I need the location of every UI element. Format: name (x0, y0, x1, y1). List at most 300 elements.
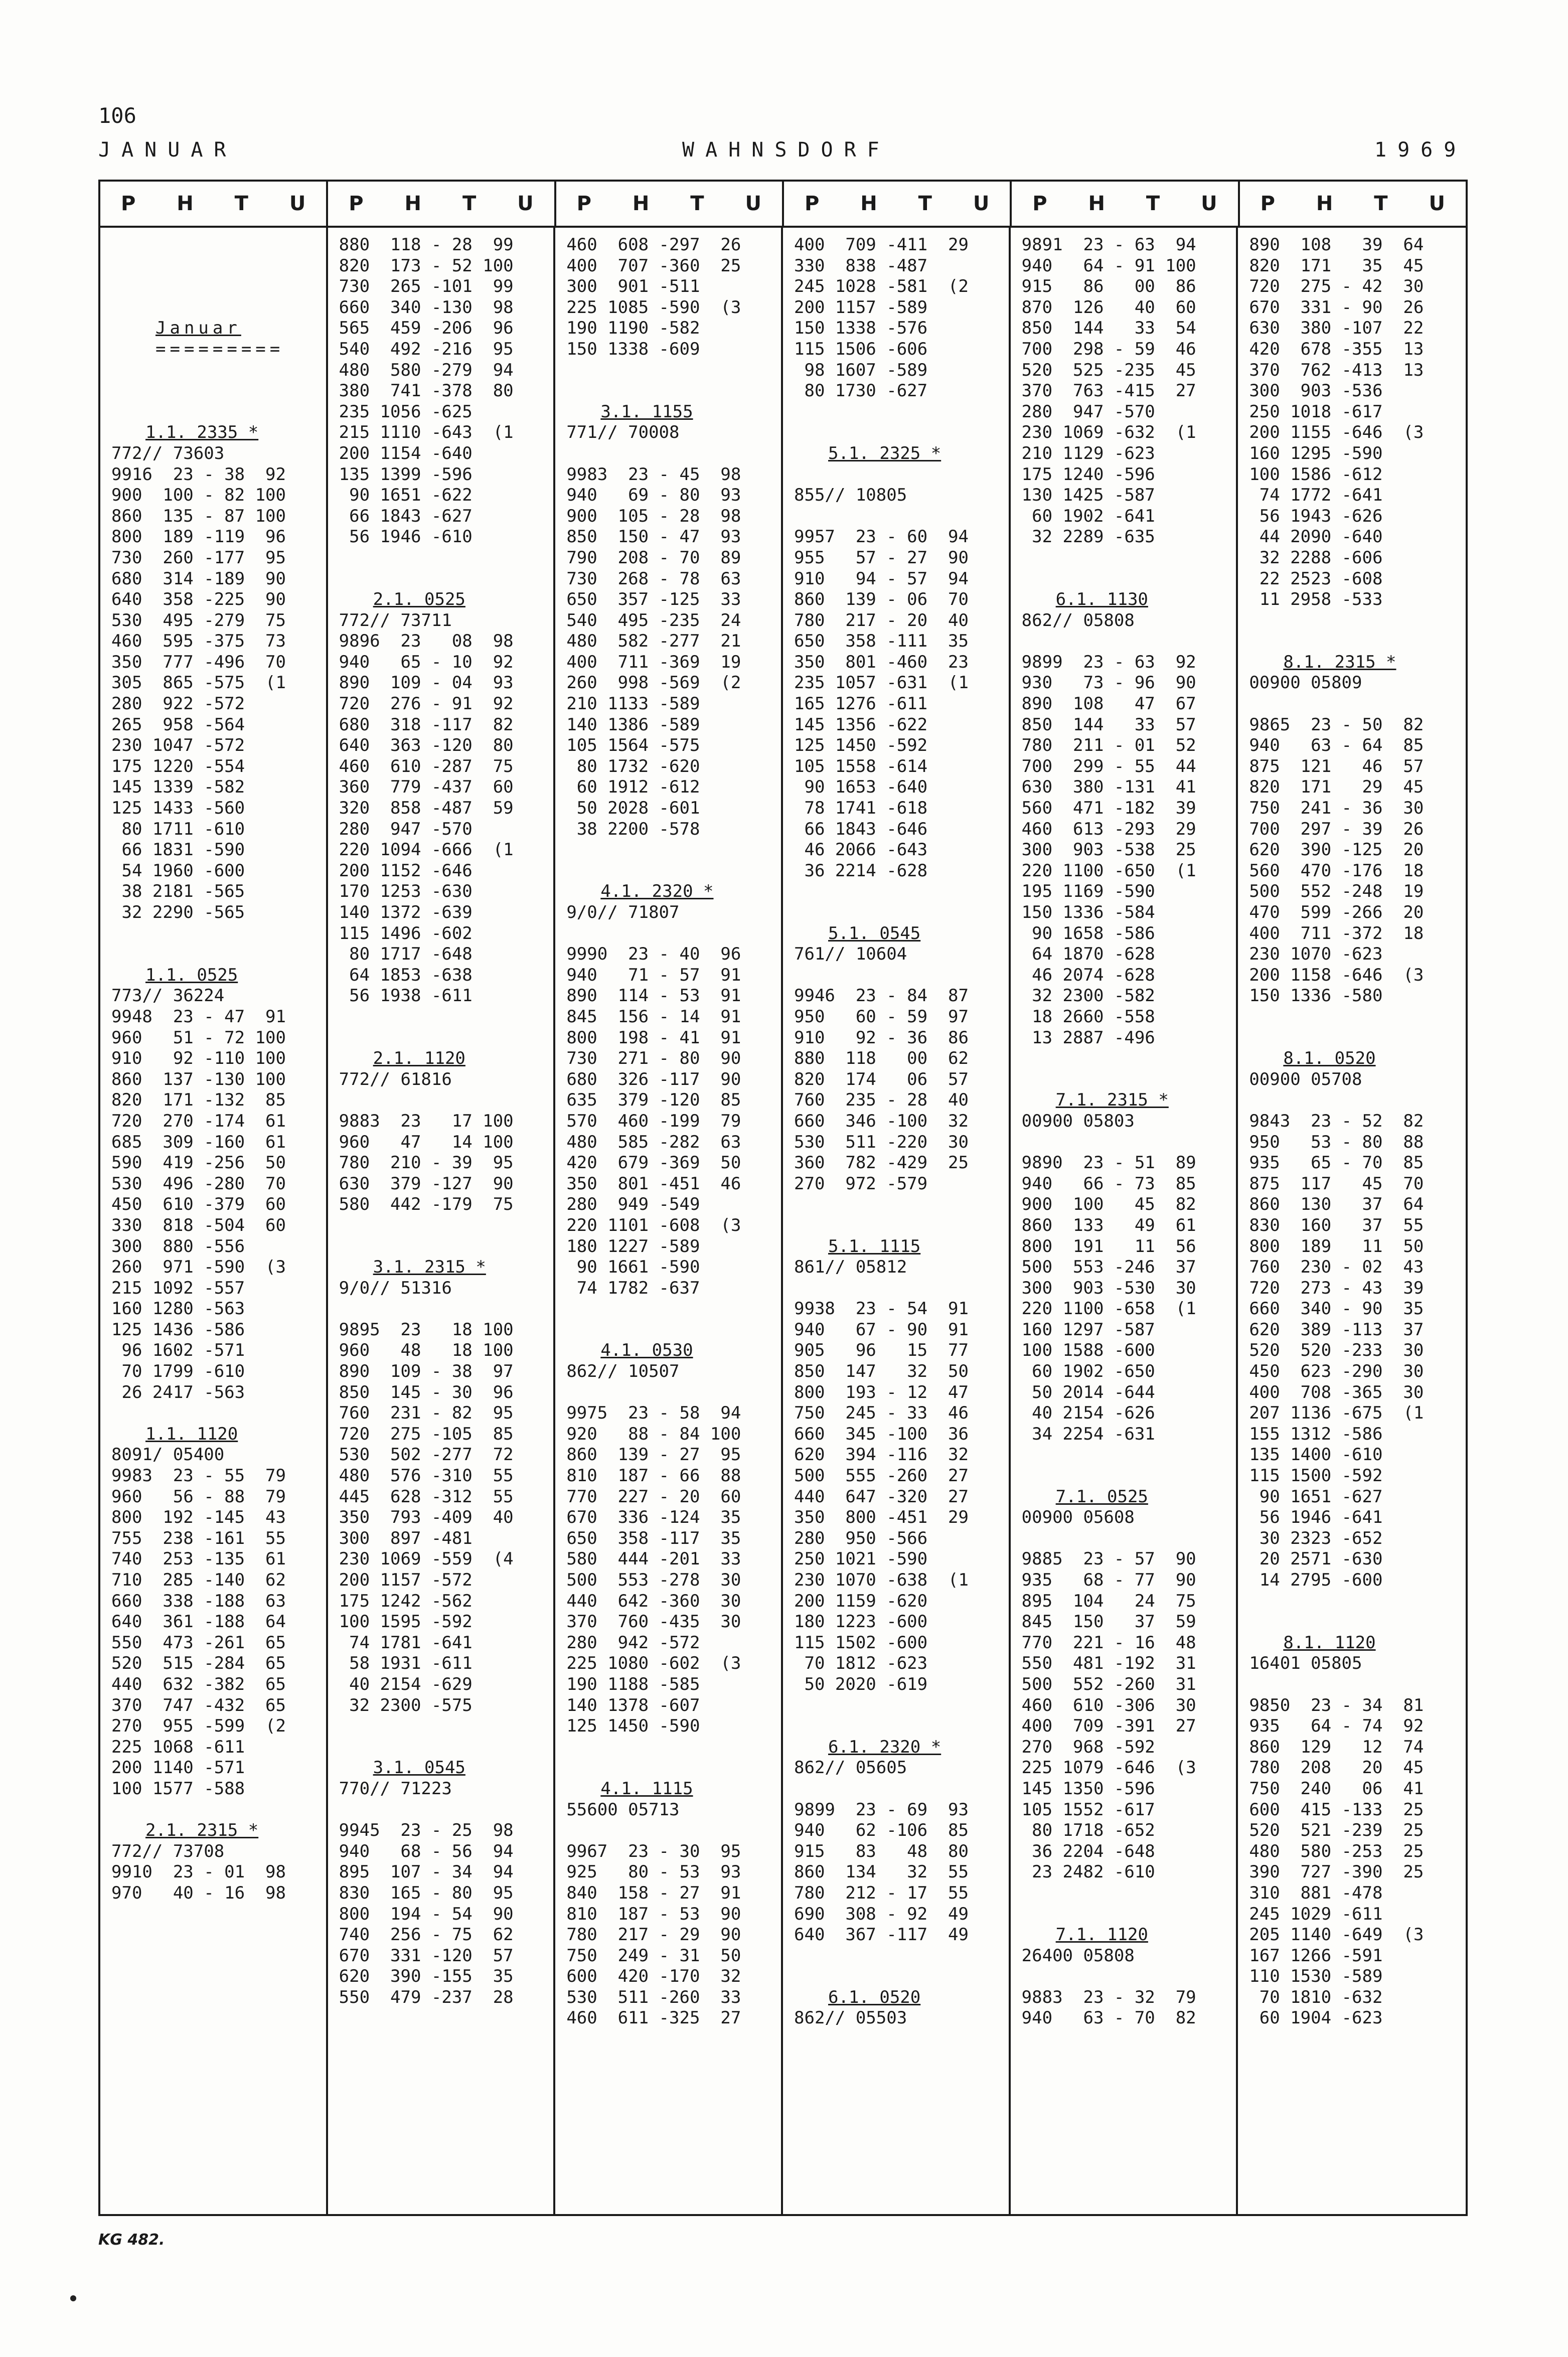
data-row: 350 801 -460 23 (794, 652, 969, 672)
column-header-letter: U (1429, 192, 1445, 215)
data-row: 740 253 -135 61 (111, 1549, 286, 1569)
data-row: 772// 73603 (111, 443, 225, 463)
year-header: 1969 (1374, 138, 1467, 162)
data-row: 400 708 -365 30 (1249, 1382, 1424, 1402)
sounding-title: 3.1. 2315 * (373, 1257, 486, 1278)
data-row (100, 923, 326, 945)
data-row: 270 968 -592 (1021, 1737, 1155, 1757)
data-row: 250 1018 -617 (1249, 401, 1383, 422)
data-row: 330 838 -487 (794, 255, 928, 276)
data-row: 280 949 -549 (566, 1194, 700, 1215)
data-row: 761// 10604 (794, 944, 907, 965)
data-row: 380 741 -378 80 (339, 381, 514, 401)
data-row: 680 314 -189 90 (111, 568, 286, 589)
data-row: 480 582 -277 21 (566, 631, 741, 652)
month-title: Januar (155, 318, 241, 339)
data-row: 200 1157 -589 (794, 297, 928, 318)
data-row: 480 585 -282 63 (566, 1132, 741, 1152)
data-row: 820 174 06 57 (794, 1069, 969, 1089)
data-row: 190 1190 -582 (566, 318, 700, 339)
data-row: 280 947 -570 (339, 819, 473, 839)
data-row: 900 100 - 82 100 (111, 485, 286, 506)
column-header-letter: P (349, 192, 364, 215)
data-row: 630 380 -107 22 (1249, 318, 1424, 339)
data-row: 74 1782 -637 (566, 1278, 700, 1298)
data-row: 940 63 - 70 82 (1021, 2008, 1196, 2028)
data-row: 690 308 - 92 49 (794, 1904, 969, 1924)
data-row: 640 358 -225 90 (111, 589, 286, 610)
data-row: 940 69 - 80 93 (566, 485, 741, 506)
data-row: 250 1021 -590 (794, 1549, 928, 1569)
data-row: 105 1558 -614 (794, 756, 928, 776)
data-row: 400 709 -391 27 (1021, 1716, 1196, 1737)
data-row: 280 950 -566 (794, 1528, 928, 1548)
data-column-5 (1011, 228, 1238, 2214)
column-header-3 (556, 182, 784, 226)
data-row (1238, 631, 1466, 652)
data-row (1011, 631, 1236, 652)
data-row: 862// 05503 (794, 2008, 907, 2028)
data-row: 530 496 -280 70 (111, 1173, 286, 1194)
data-row: 700 299 - 55 44 (1021, 756, 1196, 776)
column-header-letter: P (1032, 192, 1047, 215)
column-headers (100, 182, 1466, 228)
data-row (1011, 1069, 1236, 1090)
data-row: 180 1227 -589 (566, 1236, 700, 1256)
data-row: 40 2154 -629 (339, 1674, 473, 1694)
data-row: 300 901 -511 (566, 276, 700, 297)
data-row: 860 129 12 74 (1249, 1737, 1424, 1757)
data-row (555, 1758, 781, 1779)
data-row (1011, 1466, 1236, 1487)
data-row (783, 902, 1009, 923)
data-row: 480 580 -253 25 (1249, 1841, 1424, 1861)
page-number: 106 (98, 103, 136, 128)
data-row: 280 947 -570 (1021, 401, 1155, 422)
data-row: 730 265 -101 99 (339, 276, 514, 297)
data-row: 00900 05708 (1249, 1069, 1362, 1089)
data-row: 915 83 48 80 (794, 1841, 969, 1861)
data-row (1238, 1090, 1466, 1111)
data-row: 800 193 - 12 47 (794, 1382, 969, 1402)
data-row: 685 309 -160 61 (111, 1132, 286, 1152)
data-row: 660 345 -100 36 (794, 1424, 969, 1444)
data-row: 800 189 -119 96 (111, 527, 286, 547)
data-row: 90 1651 -622 (339, 485, 473, 506)
data-row: 730 271 - 80 90 (566, 1048, 741, 1069)
data-row: 940 63 - 64 85 (1249, 735, 1424, 756)
data-row: 350 777 -496 70 (111, 652, 286, 672)
data-row: 540 492 -216 95 (339, 339, 514, 359)
column-header-2 (328, 182, 556, 226)
data-row: 845 150 37 59 (1021, 1612, 1196, 1632)
data-row (328, 1737, 554, 1758)
data-row: 935 65 - 70 85 (1249, 1153, 1424, 1173)
data-row: 500 553 -278 30 (566, 1570, 741, 1590)
data-row: 930 73 - 96 90 (1021, 673, 1196, 693)
sounding-title: 3.1. 0545 (373, 1758, 465, 1778)
data-row: 230 1047 -572 (111, 735, 245, 756)
data-row (783, 1716, 1009, 1737)
data-row: 880 118 00 62 (794, 1048, 969, 1069)
data-row: 710 285 -140 62 (111, 1570, 286, 1590)
data-row: 520 520 -233 30 (1249, 1340, 1424, 1361)
data-row: 150 1336 -584 (1021, 902, 1155, 922)
data-row: 330 818 -504 60 (111, 1215, 286, 1235)
data-row: 50 2028 -601 (566, 798, 700, 819)
data-row: 23 2482 -610 (1021, 1862, 1155, 1882)
sounding-title: 8.1. 0520 (1283, 1048, 1376, 1069)
data-row: 565 459 -206 96 (339, 318, 514, 339)
column-header-1 (100, 182, 328, 226)
data-row: 660 340 -130 98 (339, 297, 514, 318)
data-row: 8091/ 05400 (111, 1445, 225, 1465)
data-row: 260 971 -590 (3 (111, 1257, 286, 1278)
data-row (555, 360, 781, 381)
data-row: 800 189 11 50 (1249, 1236, 1424, 1256)
data-row: 125 1450 -590 (566, 1716, 700, 1737)
data-row: 135 1400 -610 (1249, 1445, 1383, 1465)
sounding-title: 4.1. 1115 (600, 1778, 693, 1799)
data-row: 862// 05808 (1021, 610, 1135, 631)
data-row: 140 1372 -639 (339, 902, 473, 922)
data-row: 90 1661 -590 (566, 1257, 700, 1278)
data-row: 660 346 -100 32 (794, 1111, 969, 1131)
data-row (328, 1028, 554, 1049)
data-column-2 (328, 228, 556, 2214)
data-row: 9850 23 - 34 81 (1249, 1695, 1424, 1715)
data-row: 210 1129 -623 (1021, 443, 1155, 463)
data-row: 840 158 - 27 91 (566, 1882, 741, 1903)
data-row: 560 471 -182 39 (1021, 798, 1196, 819)
data-row: 220 1100 -650 (1 (1021, 860, 1196, 881)
data-row: 935 64 - 74 92 (1249, 1716, 1424, 1737)
data-row: 390 727 -390 25 (1249, 1862, 1424, 1882)
data-row: 9883 23 - 32 79 (1021, 1987, 1196, 2007)
data-row: 560 470 -176 18 (1249, 860, 1424, 881)
data-row: 145 1350 -596 (1021, 1778, 1155, 1799)
data-row: 460 608 -297 26 (566, 235, 741, 255)
data-row: 66 1843 -627 (339, 506, 473, 526)
sounding-title: 3.1. 1155 (600, 401, 693, 422)
data-row: 820 171 35 45 (1249, 255, 1424, 276)
column-header-letter: P (1260, 192, 1275, 215)
column-header-letter: T (690, 192, 704, 215)
data-row: 900 105 - 28 98 (566, 506, 741, 526)
data-row: 720 275 - 42 30 (1249, 276, 1424, 297)
data-row: 770// 71223 (339, 1778, 452, 1799)
data-row: 680 326 -117 90 (566, 1069, 741, 1089)
sounding-table (98, 180, 1468, 2216)
data-row: 350 793 -409 40 (339, 1507, 514, 1528)
data-row: 640 363 -120 80 (339, 735, 514, 756)
data-row (1238, 1591, 1466, 1612)
data-row: 370 760 -435 30 (566, 1612, 741, 1632)
data-row: 850 150 - 47 93 (566, 527, 741, 547)
data-row: 550 479 -237 28 (339, 1987, 514, 2007)
sounding-title: 1.1. 1120 (145, 1424, 238, 1444)
data-row: 9891 23 - 63 94 (1021, 235, 1196, 255)
data-row: 862// 10507 (566, 1361, 680, 1382)
data-row: 800 194 - 54 90 (339, 1904, 514, 1924)
sounding-title: 5.1. 0545 (828, 923, 921, 944)
data-row: 9899 23 - 69 93 (794, 1799, 969, 1820)
data-row (555, 1382, 781, 1403)
data-row (100, 276, 326, 297)
data-row: 800 191 11 56 (1021, 1236, 1196, 1256)
data-row: 720 270 -174 61 (111, 1111, 286, 1131)
data-row: 860 133 49 61 (1021, 1215, 1196, 1235)
column-header-letter: P (576, 192, 591, 215)
data-row: 470 599 -266 20 (1249, 902, 1424, 922)
data-row: 150 1338 -609 (566, 339, 700, 359)
data-row: 9910 23 - 01 98 (111, 1862, 286, 1882)
data-row: 36 2214 -628 (794, 860, 928, 881)
data-row: 830 160 37 55 (1249, 1215, 1424, 1235)
data-row: 80 1711 -610 (111, 819, 245, 839)
data-row: 660 338 -188 63 (111, 1591, 286, 1611)
data-row: 890 108 39 64 (1249, 235, 1424, 255)
data-row (328, 1299, 554, 1320)
sounding-title: 7.1. 0525 (1055, 1486, 1148, 1507)
data-row: 960 47 14 100 (339, 1132, 514, 1152)
sounding-title: 6.1. 2320 * (828, 1737, 942, 1757)
data-row: 955 57 - 27 90 (794, 547, 969, 568)
sounding-title: 7.1. 2315 * (1055, 1090, 1169, 1111)
column-header-letter: P (120, 192, 136, 215)
data-row: 9896 23 08 98 (339, 631, 514, 652)
data-row: 56 1946 -610 (339, 527, 473, 547)
data-row: 64 1853 -638 (339, 965, 473, 985)
data-row: 960 51 - 72 100 (111, 1027, 286, 1048)
data-row: 445 628 -312 55 (339, 1486, 514, 1507)
data-row: 400 711 -369 19 (566, 652, 741, 672)
data-row: 600 415 -133 25 (1249, 1799, 1424, 1820)
data-row: 90 1653 -640 (794, 777, 928, 798)
data-row: 400 707 -360 25 (566, 255, 741, 276)
data-row: 700 298 - 59 46 (1021, 339, 1196, 359)
data-row (555, 1820, 781, 1841)
data-row: 720 276 - 91 92 (339, 694, 514, 714)
data-row: 9916 23 - 38 92 (111, 464, 286, 485)
data-row: 370 747 -432 65 (111, 1695, 286, 1715)
data-row: 940 71 - 57 91 (566, 965, 741, 985)
column-header-letter: U (745, 192, 761, 215)
data-row: 11 2958 -533 (1249, 589, 1383, 610)
data-row: 905 96 15 77 (794, 1340, 969, 1361)
column-header-6 (1240, 182, 1466, 226)
data-row: 9/0// 71807 (566, 902, 680, 922)
data-row: 9865 23 - 50 82 (1249, 714, 1424, 735)
data-row: 590 419 -256 50 (111, 1153, 286, 1173)
data-row: 14 2795 -600 (1249, 1570, 1383, 1590)
data-row: 90 1658 -586 (1021, 923, 1155, 944)
data-row: 910 94 - 57 94 (794, 568, 969, 589)
data-row: 175 1220 -554 (111, 756, 245, 776)
data-row: 810 187 - 66 88 (566, 1466, 741, 1486)
data-row: 650 358 -117 35 (566, 1528, 741, 1548)
data-row (100, 256, 326, 277)
data-row: 480 580 -279 94 (339, 360, 514, 380)
data-row: 915 86 00 86 (1021, 276, 1196, 297)
data-row: 300 897 -481 (339, 1528, 473, 1548)
data-row: 500 553 -246 37 (1021, 1257, 1196, 1278)
data-row: 300 880 -556 (111, 1236, 245, 1256)
data-row: 650 357 -125 33 (566, 589, 741, 610)
data-row: 620 394 -116 32 (794, 1445, 969, 1465)
data-row (328, 1236, 554, 1258)
data-row: 46 2074 -628 (1021, 965, 1155, 985)
data-row: 810 187 - 53 90 (566, 1904, 741, 1924)
data-row (783, 1194, 1009, 1215)
data-row: 925 80 - 53 93 (566, 1862, 741, 1882)
data-row: 773// 36224 (111, 986, 225, 1006)
data-row (100, 381, 326, 402)
data-row: 9938 23 - 54 91 (794, 1299, 969, 1319)
data-row (555, 923, 781, 945)
data-row (100, 1800, 326, 1821)
data-row: 9975 23 - 58 94 (566, 1403, 741, 1424)
data-row: 630 380 -131 41 (1021, 777, 1196, 798)
data-row: 300 903 -538 25 (1021, 840, 1196, 860)
data-row: 660 340 - 90 35 (1249, 1299, 1424, 1319)
data-row: 36 2204 -648 (1021, 1841, 1155, 1861)
column-header-letter: U (973, 192, 990, 215)
data-row: 875 121 46 57 (1249, 756, 1424, 776)
data-row: 235 1056 -625 (339, 401, 473, 422)
data-row: 350 801 -451 46 (566, 1173, 741, 1194)
data-row (555, 381, 781, 402)
data-row: 32 2290 -565 (111, 902, 245, 922)
data-row: 54 1960 -600 (111, 860, 245, 881)
data-row: 650 358 -111 35 (794, 631, 969, 652)
data-row: 910 92 - 36 86 (794, 1027, 969, 1048)
data-row: 760 235 - 28 40 (794, 1090, 969, 1111)
month-title: ========= (155, 339, 284, 359)
month-header: JANUAR (98, 138, 237, 162)
column-header-letter: T (462, 192, 477, 215)
data-row: 74 1772 -641 (1249, 485, 1383, 506)
data-row: 200 1140 -571 (111, 1758, 245, 1778)
data-row: 56 1938 -611 (339, 986, 473, 1006)
data-row: 820 171 -132 85 (111, 1090, 286, 1111)
data-row (1011, 1883, 1236, 1904)
data-row: 860 134 32 55 (794, 1862, 969, 1882)
sounding-title: 4.1. 2320 * (600, 881, 714, 902)
data-row: 600 420 -170 32 (566, 1966, 741, 1987)
data-row: 460 610 -306 30 (1021, 1695, 1196, 1715)
data-row: 300 903 -536 (1249, 381, 1383, 401)
data-row: 200 1154 -640 (339, 443, 473, 463)
data-row: 750 245 - 33 46 (794, 1403, 969, 1424)
data-row: 9895 23 18 100 (339, 1319, 514, 1340)
data-row (555, 840, 781, 861)
data-row: 38 2181 -565 (111, 881, 245, 902)
data-row: 230 1070 -638 (1 (794, 1570, 969, 1590)
data-row: 215 1110 -643 (1 (339, 422, 514, 443)
data-row: 861// 05812 (794, 1257, 907, 1278)
data-column-1 (100, 228, 328, 2214)
data-row: 9983 23 - 45 98 (566, 464, 741, 485)
data-row (555, 861, 781, 882)
data-row: 125 1433 -560 (111, 798, 245, 819)
data-row (1011, 1966, 1236, 1987)
column-header-letter: T (234, 192, 248, 215)
data-row: 530 502 -277 72 (339, 1445, 514, 1465)
data-row: 00900 05809 (1249, 673, 1362, 693)
data-row: 70 1812 -623 (794, 1653, 928, 1674)
data-row: 56 1946 -641 (1249, 1507, 1383, 1528)
data-row: 74 1781 -641 (339, 1632, 473, 1653)
data-row (555, 1320, 781, 1341)
data-row: 100 1577 -588 (111, 1778, 245, 1799)
data-row: 200 1159 -620 (794, 1591, 928, 1611)
data-column-6 (1238, 228, 1466, 2214)
data-row: 60 1902 -641 (1021, 506, 1155, 526)
data-row: 50 2020 -619 (794, 1674, 928, 1694)
data-row: 40 2154 -626 (1021, 1403, 1155, 1424)
data-row: 305 865 -575 (1 (111, 673, 286, 693)
column-header-letter: U (1201, 192, 1217, 215)
data-row (1238, 694, 1466, 715)
data-row: 780 211 - 01 52 (1021, 735, 1196, 756)
data-row: 167 1266 -591 (1249, 1945, 1383, 1966)
data-row: 890 109 - 04 93 (339, 673, 514, 693)
data-row (1238, 1674, 1466, 1695)
data-row: 875 117 45 70 (1249, 1173, 1424, 1194)
data-row: 34 2254 -631 (1021, 1424, 1155, 1444)
data-row (100, 235, 326, 256)
data-row (783, 1215, 1009, 1236)
data-row: 790 208 - 70 89 (566, 547, 741, 568)
data-row (328, 1215, 554, 1236)
data-row: 870 126 40 60 (1021, 297, 1196, 318)
data-row: 105 1552 -617 (1021, 1799, 1155, 1820)
data-row: 9843 23 - 52 82 (1249, 1111, 1424, 1131)
data-row (1011, 1528, 1236, 1549)
data-row: 780 217 - 29 90 (566, 1925, 741, 1945)
data-row (328, 1090, 554, 1111)
data-row: 115 1500 -592 (1249, 1466, 1383, 1486)
data-row: 135 1399 -596 (339, 464, 473, 485)
data-row: 230 1069 -632 (1 (1021, 422, 1196, 443)
data-row: 9/0// 51316 (339, 1278, 452, 1298)
data-row: 100 1595 -592 (339, 1612, 473, 1632)
data-row (1238, 610, 1466, 632)
data-row: 970 40 - 16 98 (111, 1882, 286, 1903)
data-row: 935 68 - 77 90 (1021, 1570, 1196, 1590)
column-header-letter: H (1088, 192, 1105, 215)
data-row (555, 1737, 781, 1758)
data-row (328, 1800, 554, 1821)
sounding-title: 6.1. 1130 (1055, 589, 1148, 610)
data-row: 370 763 -415 27 (1021, 381, 1196, 401)
data-row: 850 147 32 50 (794, 1361, 969, 1382)
data-row: 550 473 -261 65 (111, 1632, 286, 1653)
data-row: 820 173 - 52 100 (339, 255, 514, 276)
data-row: 460 595 -375 73 (111, 631, 286, 652)
data-row: 9883 23 17 100 (339, 1111, 514, 1131)
data-row: 9885 23 - 57 90 (1021, 1549, 1196, 1569)
data-row: 26400 05808 (1021, 1945, 1135, 1966)
data-row: 44 2090 -640 (1249, 527, 1383, 547)
data-row: 32 2300 -582 (1021, 986, 1155, 1006)
data-row: 220 1100 -658 (1 (1021, 1299, 1196, 1319)
data-row: 920 88 - 84 100 (566, 1424, 741, 1444)
data-row: 740 256 - 75 62 (339, 1925, 514, 1945)
data-row: 780 217 - 20 40 (794, 610, 969, 631)
data-row: 860 130 37 64 (1249, 1194, 1424, 1215)
